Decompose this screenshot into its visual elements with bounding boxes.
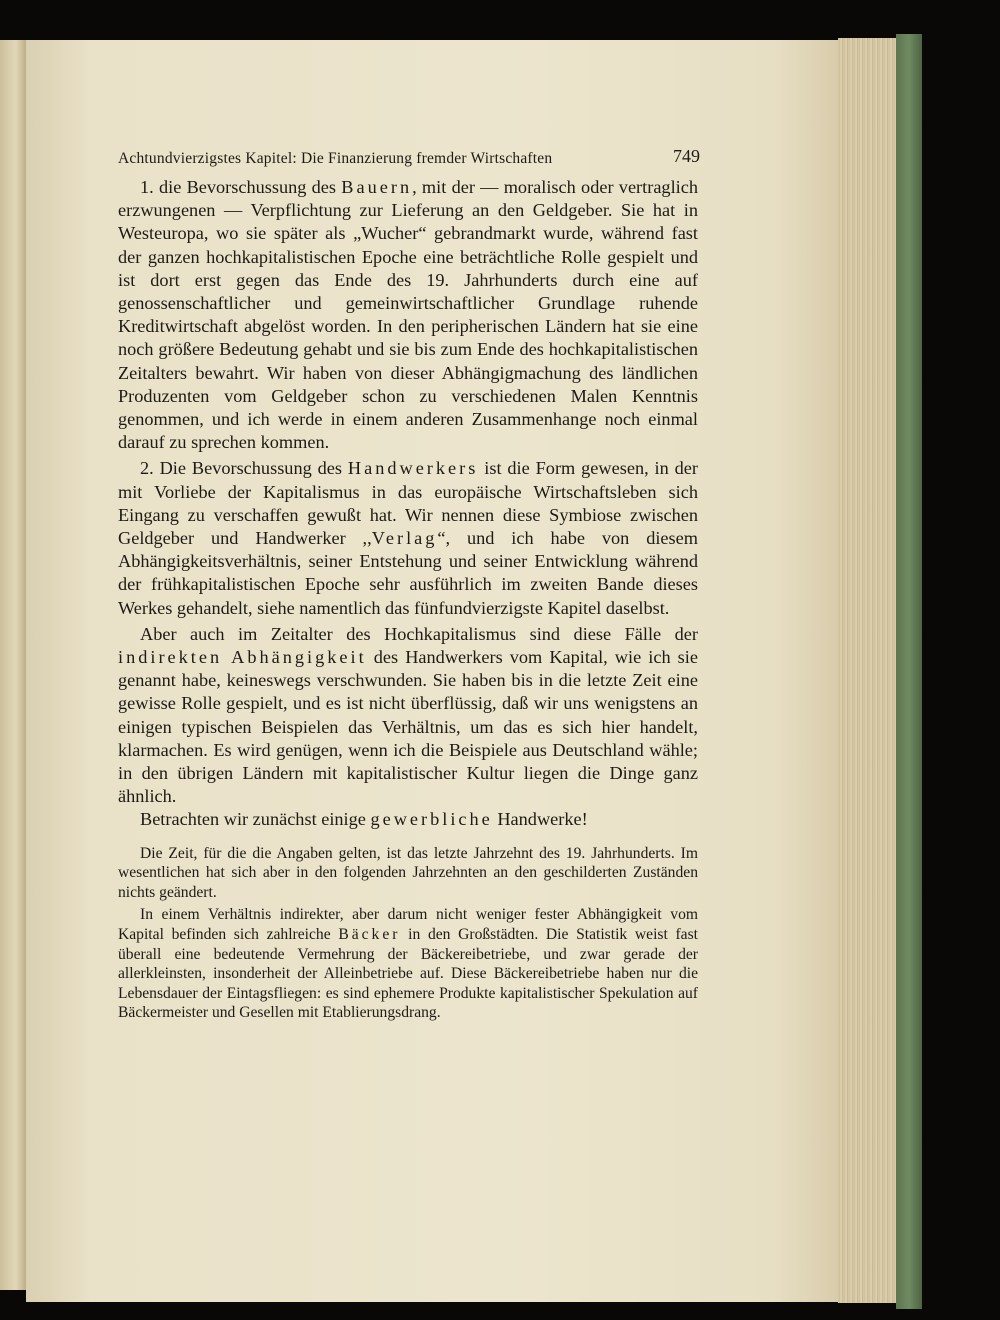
book-page [26,40,838,1302]
page-stack-edge [838,38,898,1303]
book-cover [896,34,922,1309]
paragraph-4-text-c: Handwerke! [492,809,588,830]
chapter-title: Achtundvierzigstes Kapitel: Die Finanzierung fremder Wirtschaften [118,150,553,167]
emphasis-gewerbliche: gewerbliche [370,809,493,830]
paragraph-1 [118,176,698,454]
paragraph-3-text-a: Aber auch im Zeitalter des Hochkapitalismus sind diese Fälle der [140,623,698,644]
paragraph-3 [118,623,698,809]
paragraph-1-text-c: , mit der — moralisch oder vertraglich erzwungenen — Verpflichtung zur Lieferung an den Geldgeber. Sie hat in Westeuropa, wo sie später als „Wucher“ gebrandmarkt wurde, während fast der ganzen hochkapitalistischen Epoche eine beträchtliche Rolle gespielt und ist dort erst gegen das Ende des 19. Jahrhunderts durch eine auf genossenschaftlicher und gemeinwirtschaftlicher Grundlage ruhende Kreditwirtschaft abgelöst worden. In den peripherischen Ländern hat sie eine noch größere Bedeutung gehabt und sie bis zum Ende des hochkapitalistischen Zeitalters bewahrt. Wir haben von dieser Abhängigmachung des ländlichen Produzenten vom Geldgeber schon zu verschiedenen Malen Kenntnis genommen, und ich werde in einem anderen Zusammenhange noch einmal darauf zu sprechen kommen. [118,177,698,453]
text-block [118,146,698,1023]
paragraph-6-text-c: in den Großstädten. Die Statistik weist fast überall eine bedeutende Vermehrung der Bäckereibetriebe, und zwar gerade der allerkleinsten, insonderheit der Alleinbetriebe auf. Diese Bäckereibetriebe haben nur die Lebensdauer der Eintagsfliegen: es sind ephemere Produkte kapitalistischer Spekulation auf Bäckermeister und Gesellen mit Etablierungsdrang. [118,926,698,1022]
emphasis-indirekten-abhaengigkeit: indirekten Abhängigkeit [118,647,367,668]
emphasis-bauern: Bauern [341,177,413,197]
emphasis-verlag: Verlag [371,528,438,549]
paragraph-2-text-c: ist die Form gewesen, in der mit Vorliebe der Kapitalismus in das europäische Wirtschaftsleben sich Eingang zu verschaffen gewußt hat. Wir nennen diese Symbiose zwischen Geldgeber und Handwerker ,, [118,458,699,549]
left-page-edge [0,40,26,1290]
paragraph-5: Die Zeit, für die die Angaben gelten, ist das letzte Jahrzehnt des 19. Jahrhunderts. Im wesentlichen hat sich aber in den folgenden Jahrzehnten an den geschilderten Zuständen nichts geändert. [118,844,698,901]
paragraph-4 [118,808,698,831]
paragraph-2-text-e: “, und ich habe von diesem Abhängigkeitsverhältnis, seiner Entstehung und seiner Entwicklung während der frühkapitalistischen Epoche sehr ausführlich im zweiten Bande dieses Werkes gehandelt, siehe namentlich das fünfundvierzigste Kapitel daselbst. [118,528,698,618]
paragraph-3-text-c: des Handwerkers vom Kapital, wie ich sie genannt habe, keineswegs verschwunden. Sie haben bis in die letzte Zeit eine gewisse Rolle gespielt, und es ist nicht überflüssig, daß wir uns wenigstens an einigen typischen Beispielen das Verhältnis, um das es sich hier handelt, klarmachen. Es wird genügen, wenn ich die Beispiele aus Deutschland wähle; in den übrigen Ländern mit kapitalistischer Kultur liegen die Dinge ganz ähnlich. [118,647,698,807]
paragraph-1-text-a: 1. die Bevorschussung des [140,177,342,197]
emphasis-baecker: Bäcker [338,926,401,944]
paragraph-6-text-a: In einem Verhältnis indirekter, aber darum nicht weniger fester Abhängigkeit vom Kapital befinden sich zahlreiche [118,906,698,944]
paragraph-4-text-a: Betrachten wir zunächst einige [140,809,371,830]
running-header [118,146,698,176]
paragraph-2-text-a: 2. Die Bevorschussung des [140,458,348,479]
emphasis-handwerkers: Handwerkers [347,458,479,479]
page-number: 749 [673,146,700,166]
paragraph-6 [118,905,698,1023]
paragraph-2 [118,457,698,619]
